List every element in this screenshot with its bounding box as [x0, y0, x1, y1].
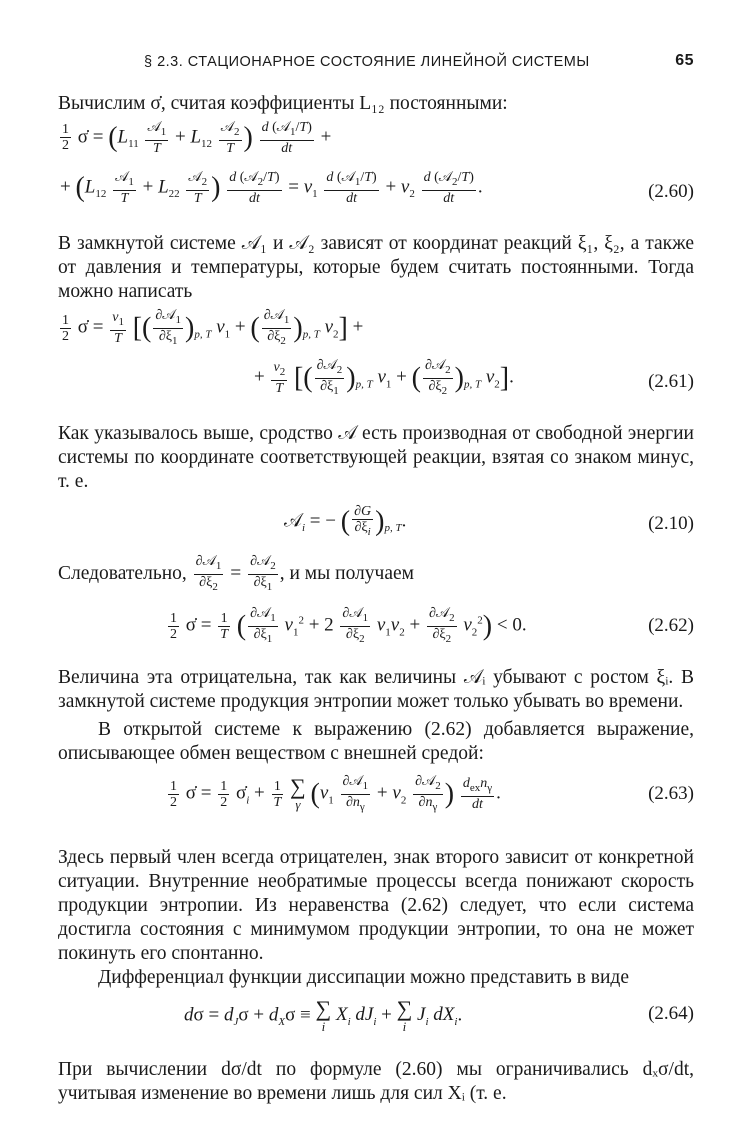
running-header — [58, 48, 694, 78]
equation-2-63: $\frac{1}{2}$ σ̇ = $\frac{1}{2}$ $\sigmȧ_i$ + $\frac{1}{T}$ ∑ γ ($v_1$ $\frac{\partial 𝒜_1}{\partial n_\gamma}$ + $v_2$ $\frac{\partial 𝒜_2}{\partial n_\gamma}$ ) $\frac{d_{ex}n_\gamma}{dt}$ . (2.63) — [170, 774, 694, 813]
equation-number: (2.60) — [648, 181, 694, 202]
equation-number: (2.63) — [648, 783, 694, 804]
paragraph-8: Дифференциал функции диссипации можно представить в виде — [98, 967, 630, 988]
paragraph-3: Как указывалось выше, сродство 𝒜 есть производная от свободной энергии системы по координате соответствующей реакции, взятая со знаком минус, т. е. — [58, 423, 694, 492]
equation-2-64: $d\sigma = d_J\sigma + d_X\sigma$ ≡ ∑ i $X_i$ $dJ_i$ + ∑ i $J_i$ $dX_i$. (2.64) — [184, 996, 694, 1034]
consequence-suffix: , и мы получаем — [279, 562, 414, 584]
paragraph-2: В замкнутой системе 𝒜₁ и 𝒜₂ зависят от координат реакций ξ₁, ξ₂, а также от давления и температуры, которые будем считать постоянными. Тогда можно написать — [58, 233, 694, 302]
equation-number: (2.64) — [648, 1003, 694, 1024]
consequence-line: Следовательно, $\frac{\partial 𝒜_1}{\partial\xi_2}$ = $\frac{\partial 𝒜_2}{\partial\xi_1}$ , и мы получаем — [58, 554, 414, 593]
paragraph-1: Вычислим σ̇, считая коэффициенты L₁₂ постоянными: — [58, 93, 508, 114]
equation-number: (2.61) — [648, 371, 694, 392]
section-title: § 2.3. СТАЦИОНАРНОЕ СОСТОЯНИЕ ЛИНЕЙНОЙ СИСТЕМЫ — [144, 54, 590, 70]
equation-2-62: $\frac{1}{2}$ σ̇ = $\frac{1}{T}$ ( $\frac{\partial 𝒜_1}{\partial\xi_1}$ $v_1^2 + 2$ $\frac{\partial 𝒜_1}{\partial\xi_2}$ $v_1v_2$ + $\frac{\partial 𝒜_2}{\partial\xi_2}$ $v_2^2) < 0$. (2.62) — [170, 606, 694, 645]
equation-2-10: 𝒜$_i$ = − ( $\frac{\partial G}{\partial\xi_i}$ )$_{p, T}$. (2.10) — [284, 504, 694, 538]
equation-number: (2.62) — [648, 615, 694, 636]
paragraph-6: В открытой системе к выражению (2.62) добавляется выражение, описывающее обмен веществом с внешней средой: — [58, 719, 694, 764]
consequence-prefix: Следовательно, — [58, 562, 187, 584]
page — [58, 48, 694, 1106]
paragraph-5: Величина эта отрицательна, так как величины 𝒜ᵢ убывают с ростом ξᵢ. В замкнутой системе продукция энтропии может только убывать во времени. — [58, 667, 694, 712]
paragraph-9: При вычислении dσ/dt по формуле (2.60) мы ограничивались dₓσ/dt, учитывая изменение во времени лишь для сил Xᵢ (т. е. — [58, 1059, 694, 1104]
equation-2-60: $\frac{1}{2}$ σ̇ = ($L_{11}$ $\frac{𝒜_1}{T}$ + $L_{12}$ $\frac{𝒜_2}{T}$ ) $\frac{d (𝒜_1/T)}{dt}$ + + ($L_{12}$ $\frac{𝒜_1}{T}$ + $L_{22}$ $\frac{𝒜_2}{T}$ ) $\frac{d (𝒜_2/T)}{dt}$ = $v_1$ $\frac{d (𝒜_1/T)}{dt}$ + $v_2$ $\frac{d (𝒜_2/T)}{dt}$ . (2.60) — [60, 120, 694, 206]
equation-number: (2.10) — [648, 513, 694, 534]
equation-2-61: $\frac{1}{2}$ σ̇ = $\frac{v_1}{T}$ [( $\frac{\partial 𝒜_1}{\partial\xi_1}$ )$_{p, T}$ $v_1$ + ( $\frac{\partial 𝒜_1}{\partial\xi_2}$ )$_{p, T}$ $v_2$] + + $\frac{v_2}{T}$ [( $\frac{\partial 𝒜_2}{\partial\xi_1}$ )$_{p, T}$ $v_1$ + ( $\frac{\partial 𝒜_2}{\partial\xi_2}$ )$_{p, T}$ $v_2$]. (2.61) — [62, 308, 694, 397]
page-number: 65 — [675, 52, 694, 69]
paragraph-7: Здесь первый член всегда отрицателен, знак второго зависит от конкретной ситуации. Внутренние необратимые процессы всегда понижают скорость продукции энтропии. Из неравенства (2.62) следует, что если система достигла состояния с минимумом продукции энтропии, то она не может покинуть его спонтанно. — [58, 847, 694, 964]
